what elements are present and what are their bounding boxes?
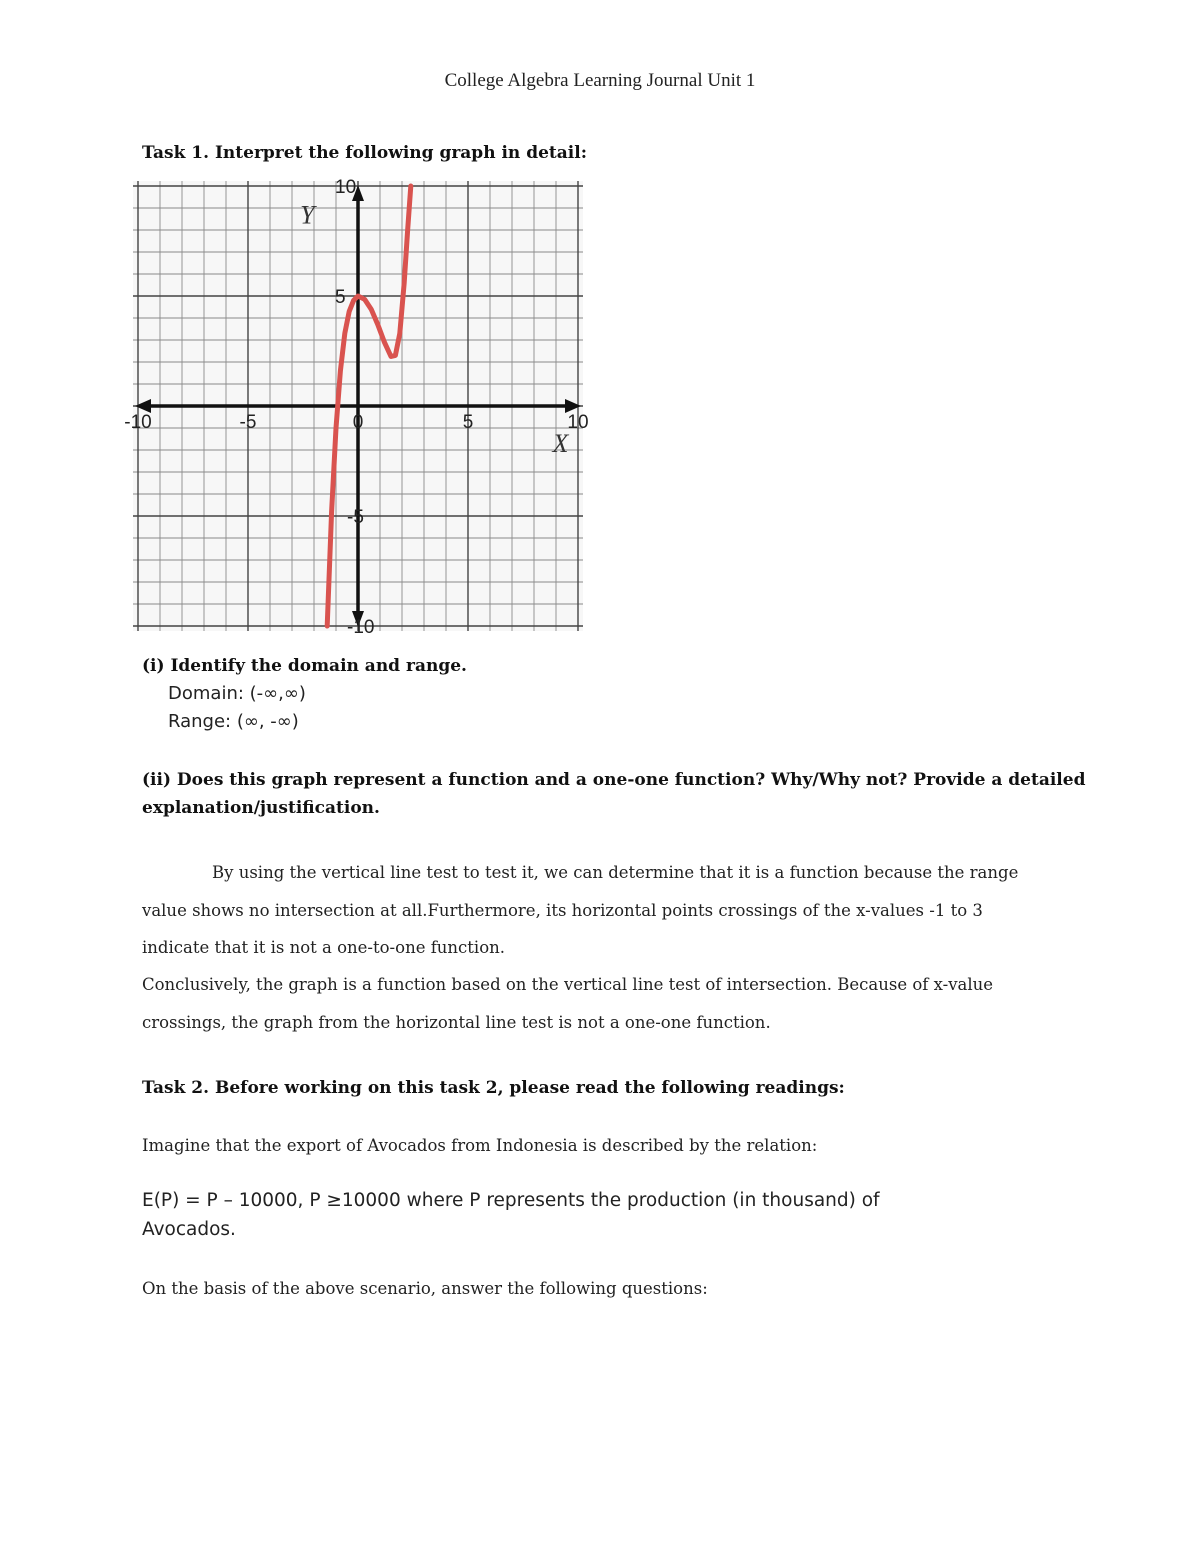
task1-heading: Task 1. Interpret the following graph in detail: [142,143,587,163]
answer-line-1: By using the vertical line test to test it, we can determine that it is a function because the range [212,863,1019,882]
x-tick-label: -10 [124,412,152,433]
q2-heading-line2: explanation/justification. [142,798,380,818]
y-tick-label: -10 [347,617,375,638]
task2-heading: Task 2. Before working on this task 2, please read the following readings: [142,1078,845,1098]
q1-heading: (i) Identify the domain and range. [142,656,467,676]
answer-line-2: value shows no intersection at all.Furthermore, its horizontal points crossings of the x-values -1 to 3 [142,901,983,920]
task2-intro: Imagine that the export of Avocados from Indonesia is described by the relation: [142,1136,818,1155]
y-tick-label: -5 [347,507,364,528]
page-header: College Algebra Learning Journal Unit 1 [444,70,756,91]
x-tick-label: 5 [462,412,474,433]
task2-prompt: On the basis of the above scenario, answer the following questions: [142,1279,708,1298]
answer-line-3: indicate that it is not a one-to-one function. [142,938,506,957]
q2-heading-line1: (ii) Does this graph represent a function and a one-one function? Why/Why not? Provide a detailed [142,770,1086,790]
function-graph [124,177,589,638]
task2-formula-line2: Avocados. [142,1219,236,1240]
x-tick-label: 0 [352,412,364,433]
y-tick-label: 5 [335,287,346,308]
y-tick-label: 10 [335,177,357,198]
x-axis-label: X [552,429,569,459]
task2-formula-line1: E(P) = P – 10000, P ≥10000 where P represents the production (in thousand) of [142,1190,880,1211]
answer-line-5: crossings, the graph from the horizontal line test is not a one-one function. [142,1013,771,1032]
y-axis-label: Y [300,200,315,230]
range-text: Range: (∞, -∞) [168,711,299,732]
x-tick-label: -5 [239,412,257,433]
answer-line-4: Conclusively, the graph is a function based on the vertical line test of intersection. Because of x-value [142,975,994,994]
x-tick-label: 10 [567,412,589,433]
domain-text: Domain: (-∞,∞) [168,683,306,704]
